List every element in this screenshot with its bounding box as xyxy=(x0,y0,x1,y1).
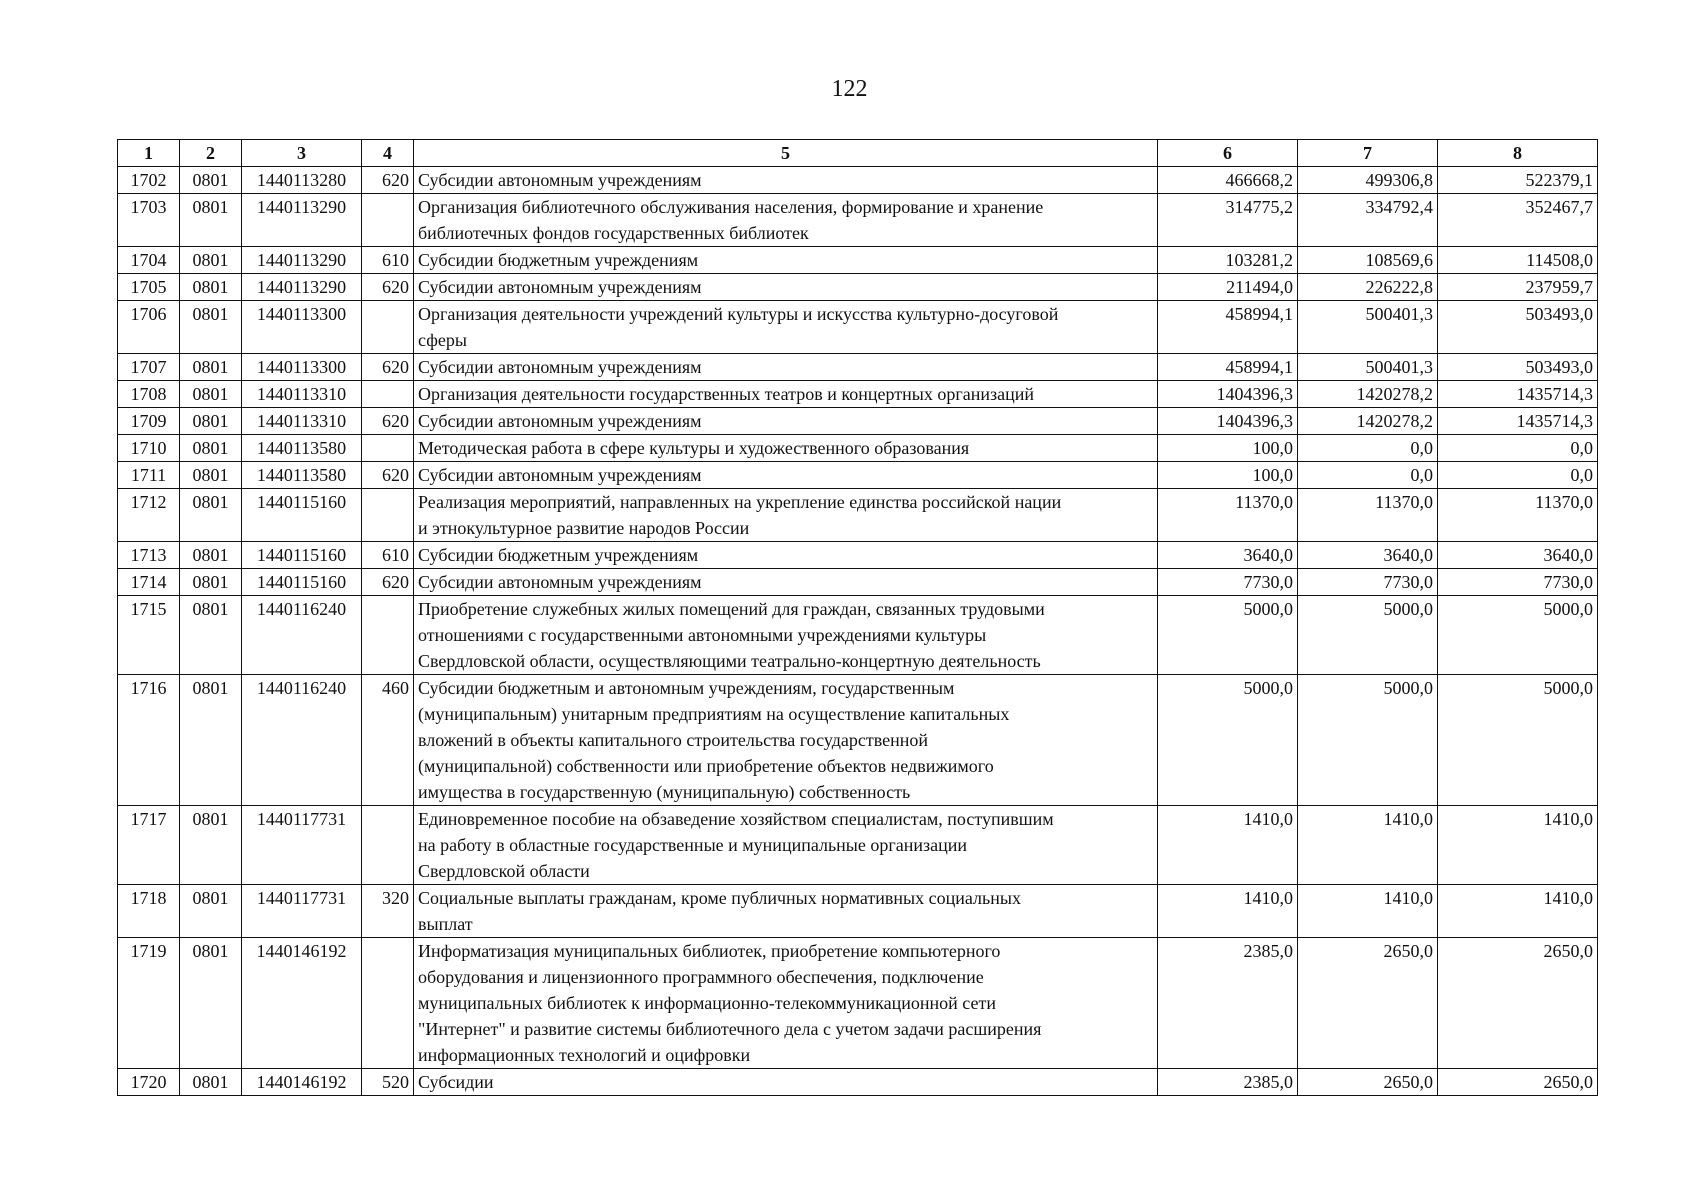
table-row xyxy=(118,489,1598,542)
amount-col-6: 100,0 xyxy=(1158,435,1298,462)
amount-col-8: 5000,0 xyxy=(1438,675,1598,806)
item-name: Субсидии xyxy=(414,1069,1158,1096)
section-code: 0801 xyxy=(180,381,242,408)
expense-type-code xyxy=(362,435,414,462)
expense-type-code: 620 xyxy=(362,274,414,301)
expense-type-code: 620 xyxy=(362,569,414,596)
header-row xyxy=(118,140,1598,167)
target-article-code: 1440115160 xyxy=(242,542,362,569)
row-number: 1712 xyxy=(118,489,180,542)
table-row xyxy=(118,806,1598,885)
target-article-code: 1440113310 xyxy=(242,408,362,435)
target-article-code: 1440113290 xyxy=(242,274,362,301)
amount-col-6: 458994,1 xyxy=(1158,354,1298,381)
amount-col-6: 11370,0 xyxy=(1158,489,1298,542)
expense-type-code: 620 xyxy=(362,408,414,435)
target-article-code: 1440116240 xyxy=(242,596,362,675)
table-row xyxy=(118,569,1598,596)
table-row xyxy=(118,1069,1598,1096)
column-header-7: 7 xyxy=(1298,140,1438,167)
amount-col-8: 352467,7 xyxy=(1438,194,1598,247)
section-code: 0801 xyxy=(180,596,242,675)
amount-col-8: 503493,0 xyxy=(1438,301,1598,354)
table-row xyxy=(118,885,1598,938)
section-code: 0801 xyxy=(180,247,242,274)
expense-type-code: 610 xyxy=(362,542,414,569)
target-article-code: 1440115160 xyxy=(242,569,362,596)
expense-type-code xyxy=(362,194,414,247)
table-row xyxy=(118,542,1598,569)
item-name: Субсидии автономным учреждениям xyxy=(414,354,1158,381)
item-name: Методическая работа в сфере культуры и художественного образования xyxy=(414,435,1158,462)
amount-col-7: 5000,0 xyxy=(1298,675,1438,806)
expense-type-code: 460 xyxy=(362,675,414,806)
amount-col-6: 1410,0 xyxy=(1158,806,1298,885)
section-code: 0801 xyxy=(180,354,242,381)
table-row xyxy=(118,194,1598,247)
amount-col-8: 7730,0 xyxy=(1438,569,1598,596)
target-article-code: 1440113290 xyxy=(242,247,362,274)
amount-col-6: 1404396,3 xyxy=(1158,381,1298,408)
amount-col-8: 3640,0 xyxy=(1438,542,1598,569)
amount-col-8: 114508,0 xyxy=(1438,247,1598,274)
column-header-3: 3 xyxy=(242,140,362,167)
amount-col-7: 1420278,2 xyxy=(1298,408,1438,435)
table-row xyxy=(118,596,1598,675)
row-number: 1714 xyxy=(118,569,180,596)
item-name: Единовременное пособие на обзаведение хозяйством специалистам, поступившим на работу в областные государственные и муниципальные организации Свердловской области xyxy=(414,806,1158,885)
table-row xyxy=(118,354,1598,381)
section-code: 0801 xyxy=(180,301,242,354)
amount-col-6: 2385,0 xyxy=(1158,1069,1298,1096)
amount-col-7: 108569,6 xyxy=(1298,247,1438,274)
table-row xyxy=(118,247,1598,274)
expense-type-code xyxy=(362,301,414,354)
column-header-8: 8 xyxy=(1438,140,1598,167)
table-row xyxy=(118,435,1598,462)
column-header-2: 2 xyxy=(180,140,242,167)
expense-type-code xyxy=(362,806,414,885)
amount-col-8: 237959,7 xyxy=(1438,274,1598,301)
item-name: Субсидии автономным учреждениям xyxy=(414,408,1158,435)
target-article-code: 1440113580 xyxy=(242,435,362,462)
amount-col-7: 0,0 xyxy=(1298,462,1438,489)
item-name: Социальные выплаты гражданам, кроме публичных нормативных социальных выплат xyxy=(414,885,1158,938)
column-header-6: 6 xyxy=(1158,140,1298,167)
item-name: Приобретение служебных жилых помещений для граждан, связанных трудовыми отношениями с государственными автономными учреждениями культуры Свердловской области, осуществляющими театрально-концертную деятельность xyxy=(414,596,1158,675)
budget-table xyxy=(117,139,1598,1096)
row-number: 1708 xyxy=(118,381,180,408)
amount-col-7: 11370,0 xyxy=(1298,489,1438,542)
amount-col-6: 1404396,3 xyxy=(1158,408,1298,435)
amount-col-8: 1435714,3 xyxy=(1438,381,1598,408)
amount-col-8: 522379,1 xyxy=(1438,167,1598,194)
row-number: 1719 xyxy=(118,938,180,1069)
expense-type-code xyxy=(362,381,414,408)
amount-col-6: 1410,0 xyxy=(1158,885,1298,938)
item-name: Организация деятельности государственных театров и концертных организаций xyxy=(414,381,1158,408)
amount-col-6: 5000,0 xyxy=(1158,675,1298,806)
amount-col-7: 500401,3 xyxy=(1298,354,1438,381)
amount-col-6: 7730,0 xyxy=(1158,569,1298,596)
target-article-code: 1440113300 xyxy=(242,354,362,381)
amount-col-7: 1420278,2 xyxy=(1298,381,1438,408)
section-code: 0801 xyxy=(180,1069,242,1096)
row-number: 1720 xyxy=(118,1069,180,1096)
amount-col-8: 1410,0 xyxy=(1438,806,1598,885)
target-article-code: 1440113580 xyxy=(242,462,362,489)
amount-col-7: 5000,0 xyxy=(1298,596,1438,675)
amount-col-8: 0,0 xyxy=(1438,462,1598,489)
table-body xyxy=(118,167,1598,1096)
row-number: 1710 xyxy=(118,435,180,462)
item-name: Субсидии бюджетным учреждениям xyxy=(414,247,1158,274)
amount-col-8: 5000,0 xyxy=(1438,596,1598,675)
target-article-code: 1440115160 xyxy=(242,489,362,542)
item-name: Субсидии автономным учреждениям xyxy=(414,569,1158,596)
column-header-5: 5 xyxy=(414,140,1158,167)
section-code: 0801 xyxy=(180,274,242,301)
table-row xyxy=(118,462,1598,489)
amount-col-7: 0,0 xyxy=(1298,435,1438,462)
table-row xyxy=(118,301,1598,354)
target-article-code: 1440113310 xyxy=(242,381,362,408)
column-header-1: 1 xyxy=(118,140,180,167)
item-name: Субсидии автономным учреждениям xyxy=(414,274,1158,301)
amount-col-7: 7730,0 xyxy=(1298,569,1438,596)
row-number: 1718 xyxy=(118,885,180,938)
target-article-code: 1440113290 xyxy=(242,194,362,247)
expense-type-code xyxy=(362,489,414,542)
amount-col-6: 314775,2 xyxy=(1158,194,1298,247)
expense-type-code xyxy=(362,938,414,1069)
item-name: Субсидии бюджетным и автономным учреждениям, государственным (муниципальным) унитарным предприятиям на осуществление капитальных вложений в объекты капитального строительства государственной (муниципальной) собственности или приобретение объектов недвижимого имущества в государственную (муниципальную) собственность xyxy=(414,675,1158,806)
amount-col-6: 103281,2 xyxy=(1158,247,1298,274)
section-code: 0801 xyxy=(180,462,242,489)
row-number: 1706 xyxy=(118,301,180,354)
amount-col-7: 226222,8 xyxy=(1298,274,1438,301)
section-code: 0801 xyxy=(180,569,242,596)
amount-col-7: 500401,3 xyxy=(1298,301,1438,354)
amount-col-6: 211494,0 xyxy=(1158,274,1298,301)
section-code: 0801 xyxy=(180,489,242,542)
expense-type-code: 320 xyxy=(362,885,414,938)
amount-col-6: 2385,0 xyxy=(1158,938,1298,1069)
column-header-4: 4 xyxy=(362,140,414,167)
target-article-code: 1440146192 xyxy=(242,938,362,1069)
amount-col-6: 100,0 xyxy=(1158,462,1298,489)
item-name: Организация деятельности учреждений культуры и искусства культурно-досуговой сферы xyxy=(414,301,1158,354)
amount-col-8: 503493,0 xyxy=(1438,354,1598,381)
amount-col-8: 2650,0 xyxy=(1438,938,1598,1069)
section-code: 0801 xyxy=(180,435,242,462)
row-number: 1716 xyxy=(118,675,180,806)
row-number: 1717 xyxy=(118,806,180,885)
item-name: Субсидии бюджетным учреждениям xyxy=(414,542,1158,569)
table-row xyxy=(118,381,1598,408)
target-article-code: 1440116240 xyxy=(242,675,362,806)
row-number: 1703 xyxy=(118,194,180,247)
amount-col-7: 499306,8 xyxy=(1298,167,1438,194)
row-number: 1713 xyxy=(118,542,180,569)
item-name: Субсидии автономным учреждениям xyxy=(414,462,1158,489)
amount-col-7: 1410,0 xyxy=(1298,885,1438,938)
expense-type-code: 610 xyxy=(362,247,414,274)
target-article-code: 1440146192 xyxy=(242,1069,362,1096)
item-name: Субсидии автономным учреждениям xyxy=(414,167,1158,194)
amount-col-7: 2650,0 xyxy=(1298,938,1438,1069)
section-code: 0801 xyxy=(180,542,242,569)
section-code: 0801 xyxy=(180,194,242,247)
amount-col-8: 0,0 xyxy=(1438,435,1598,462)
amount-col-8: 2650,0 xyxy=(1438,1069,1598,1096)
target-article-code: 1440113280 xyxy=(242,167,362,194)
amount-col-6: 5000,0 xyxy=(1158,596,1298,675)
amount-col-7: 334792,4 xyxy=(1298,194,1438,247)
amount-col-6: 3640,0 xyxy=(1158,542,1298,569)
amount-col-7: 1410,0 xyxy=(1298,806,1438,885)
table-row xyxy=(118,167,1598,194)
amount-col-8: 1435714,3 xyxy=(1438,408,1598,435)
expense-type-code: 620 xyxy=(362,462,414,489)
row-number: 1707 xyxy=(118,354,180,381)
expense-type-code: 620 xyxy=(362,167,414,194)
amount-col-7: 2650,0 xyxy=(1298,1069,1438,1096)
row-number: 1702 xyxy=(118,167,180,194)
section-code: 0801 xyxy=(180,806,242,885)
row-number: 1709 xyxy=(118,408,180,435)
row-number: 1715 xyxy=(118,596,180,675)
target-article-code: 1440113300 xyxy=(242,301,362,354)
target-article-code: 1440117731 xyxy=(242,806,362,885)
row-number: 1705 xyxy=(118,274,180,301)
expense-type-code xyxy=(362,596,414,675)
section-code: 0801 xyxy=(180,167,242,194)
amount-col-6: 466668,2 xyxy=(1158,167,1298,194)
target-article-code: 1440117731 xyxy=(242,885,362,938)
expense-type-code: 520 xyxy=(362,1069,414,1096)
row-number: 1711 xyxy=(118,462,180,489)
section-code: 0801 xyxy=(180,885,242,938)
table-row xyxy=(118,408,1598,435)
item-name: Информатизация муниципальных библиотек, приобретение компьютерного оборудования и лицензионного программного обеспечения, подключение муниципальных библиотек к информационно-телекоммуникационной сети "Интернет" и развитие системы библиотечного дела с учетом задачи расширения информационных технологий и оцифровки xyxy=(414,938,1158,1069)
table-row xyxy=(118,938,1598,1069)
amount-col-6: 458994,1 xyxy=(1158,301,1298,354)
section-code: 0801 xyxy=(180,408,242,435)
section-code: 0801 xyxy=(180,675,242,806)
table-row xyxy=(118,274,1598,301)
item-name: Организация библиотечного обслуживания населения, формирование и хранение библиотечных фондов государственных библиотек xyxy=(414,194,1158,247)
item-name: Реализация мероприятий, направленных на укрепление единства российской нации и этнокультурное развитие народов России xyxy=(414,489,1158,542)
table-row xyxy=(118,675,1598,806)
amount-col-8: 11370,0 xyxy=(1438,489,1598,542)
section-code: 0801 xyxy=(180,938,242,1069)
amount-col-8: 1410,0 xyxy=(1438,885,1598,938)
expense-type-code: 620 xyxy=(362,354,414,381)
page-number: 122 xyxy=(831,76,868,102)
amount-col-7: 3640,0 xyxy=(1298,542,1438,569)
row-number: 1704 xyxy=(118,247,180,274)
